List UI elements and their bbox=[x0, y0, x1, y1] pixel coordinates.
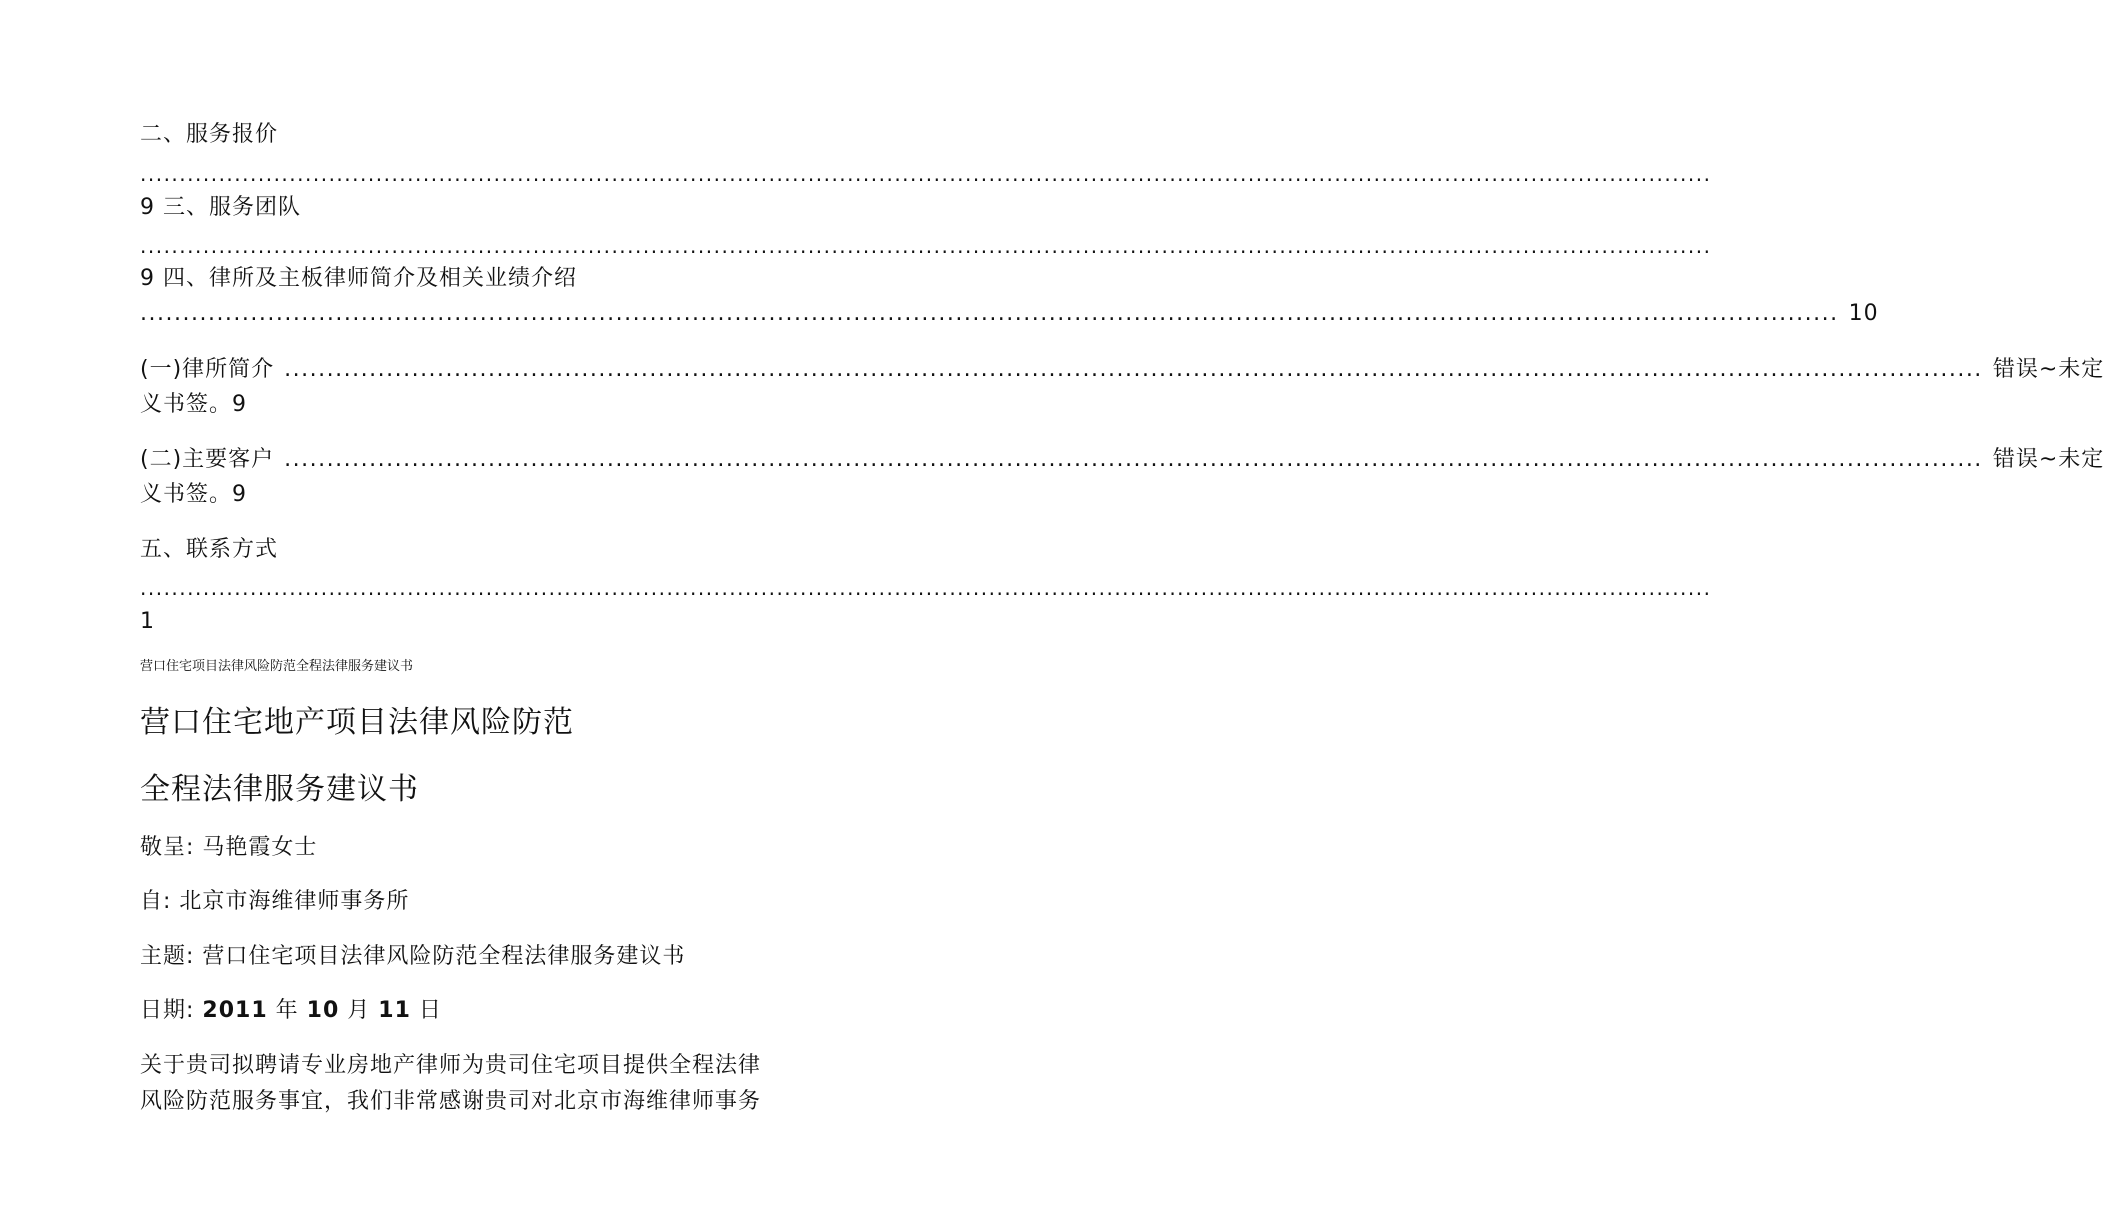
body-paragraph-line: 关于贵司拟聘请专业房地产律师为贵司住宅项目提供全程法律 bbox=[140, 1053, 762, 1078]
toc-sub-firm-profile[interactable] bbox=[140, 355, 2104, 385]
toc-item-contact[interactable]: 五、联系方式 bbox=[140, 537, 279, 562]
toc-bookmark-error: 错误~未定 bbox=[1992, 447, 2104, 472]
toc-item-service-quote[interactable]: 二、服务报价 bbox=[140, 122, 279, 147]
toc-leader-dots: ........................................................................................................................................................................................................ bbox=[284, 357, 1983, 382]
toc-leader-dots: ........................................................................................................................................................................................................ bbox=[284, 447, 1983, 472]
toc-item-firm-intro[interactable]: 9 四、律所及主板律师简介及相关业绩介绍 bbox=[140, 266, 577, 291]
subject-line: 主题: 营口住宅项目法律风险防范全程法律服务建议书 bbox=[140, 944, 686, 969]
toc-bookmark-error: 错误~未定 bbox=[1992, 357, 2104, 382]
toc-leader-dots: ........................................................................................................................................................................................................ bbox=[140, 576, 1712, 600]
body-paragraph-line: 风险防范服务事宜，我们非常感谢贵司对北京市海维律师事务 bbox=[140, 1089, 762, 1114]
date-month: 10 bbox=[306, 998, 340, 1023]
document-title-line2: 全程法律服务建议书 bbox=[140, 772, 419, 807]
recipient-line: 敬呈: 马艳霞女士 bbox=[140, 835, 318, 860]
date-month-unit: 月 bbox=[339, 998, 379, 1023]
toc-sub-title: (一)律所简介 bbox=[140, 357, 275, 382]
date-label: 日期: bbox=[140, 998, 203, 1023]
toc-leader-dots: ........................................................................................................................................................................................................ bbox=[140, 301, 1839, 326]
toc-sub-title: (二)主要客户 bbox=[140, 447, 275, 472]
toc-bookmark-error-cont: 义书签。9 bbox=[140, 482, 247, 507]
toc-sub-main-clients[interactable] bbox=[140, 445, 2104, 475]
toc-bookmark-error-cont: 义书签。9 bbox=[140, 392, 247, 417]
toc-leader-dots: ........................................................................................................................................................................................................ bbox=[140, 234, 1712, 258]
toc-page-number: 1 bbox=[140, 609, 155, 634]
sender-line: 自: 北京市海维律师事务所 bbox=[140, 889, 410, 914]
toc-leader-dots: ........................................................................................................................................................................................................ bbox=[140, 162, 1712, 186]
date-day-unit: 日 bbox=[410, 998, 442, 1023]
date-year: 2011 bbox=[202, 998, 268, 1023]
toc-row-firm-intro-page bbox=[140, 299, 1879, 329]
running-header: 营口住宅项目法律风险防范全程法律服务建议书 bbox=[140, 659, 414, 674]
date-day: 11 bbox=[378, 998, 411, 1023]
date-year-unit: 年 bbox=[267, 998, 307, 1023]
toc-item-service-team[interactable]: 9 三、服务团队 bbox=[140, 195, 301, 220]
date-line bbox=[140, 996, 796, 1026]
document-title-line1: 营口住宅地产项目法律风险防范 bbox=[140, 705, 574, 740]
toc-page-number: 10 bbox=[1848, 301, 1879, 326]
